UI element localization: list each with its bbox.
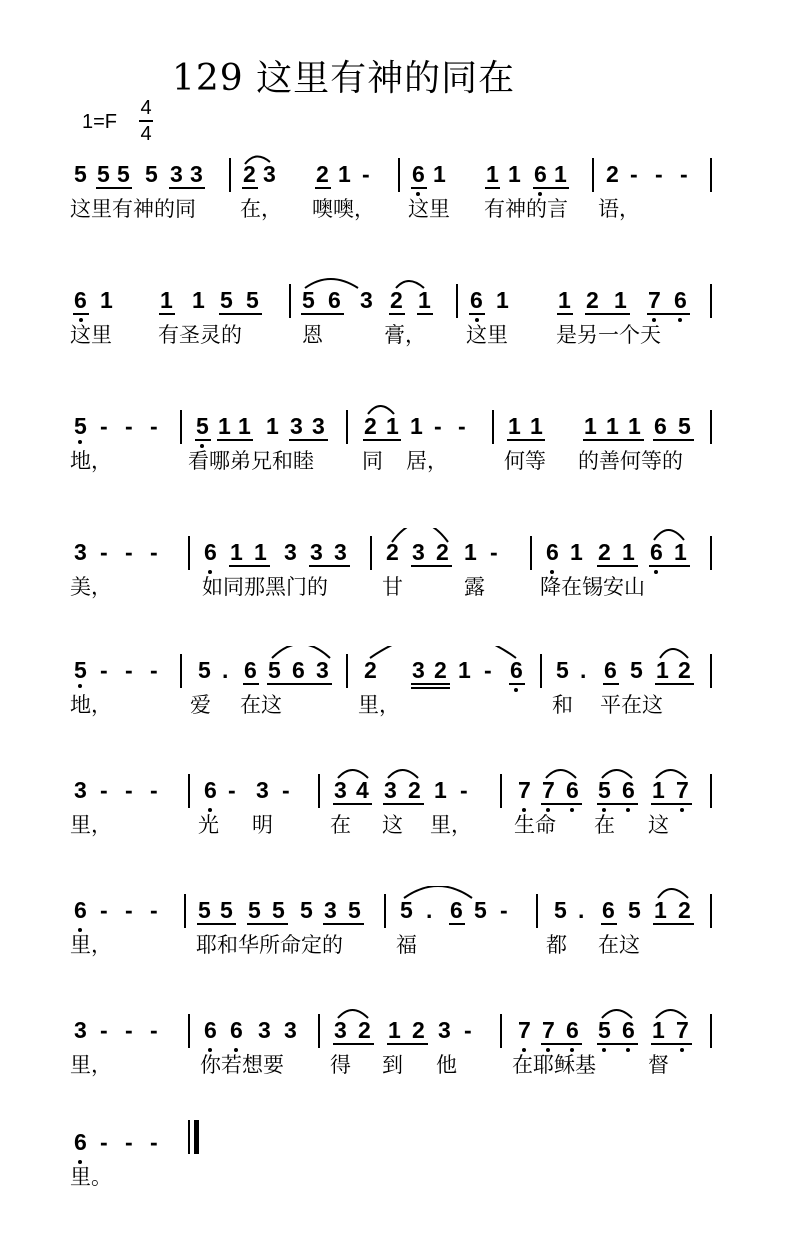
svg-text:1: 1 (410, 413, 423, 439)
svg-text:3: 3 (170, 161, 183, 187)
notation-line (0, 528, 792, 628)
svg-text:.: . (222, 657, 229, 683)
lyric: 生命 (514, 813, 556, 837)
svg-text:1: 1 (434, 777, 447, 803)
svg-text:6: 6 (622, 1017, 635, 1043)
svg-text:-: - (100, 1129, 108, 1155)
svg-text:6: 6 (604, 657, 617, 683)
svg-text:1: 1 (508, 413, 521, 439)
svg-text:-: - (100, 539, 108, 565)
svg-text:2: 2 (412, 1017, 425, 1043)
svg-text:1: 1 (338, 161, 351, 187)
svg-text:-: - (680, 161, 688, 187)
lyric: 何等 (504, 449, 546, 473)
notation-line (0, 1006, 792, 1106)
svg-text:-: - (655, 161, 663, 187)
svg-text:-: - (150, 897, 158, 923)
lyric: 在这 (240, 693, 282, 717)
final-barline (188, 1120, 190, 1154)
svg-text:-: - (150, 539, 158, 565)
svg-text:2: 2 (434, 657, 447, 683)
svg-text:1: 1 (254, 539, 267, 565)
svg-text:3: 3 (316, 657, 329, 683)
lyric: 看哪弟兄和睦 (188, 449, 314, 473)
svg-text:2: 2 (678, 897, 691, 923)
lyric: 在耶稣基 (512, 1053, 596, 1077)
svg-text:5: 5 (348, 897, 361, 923)
lyric: 督 (648, 1053, 669, 1077)
svg-text:1: 1 (496, 287, 509, 313)
svg-text:7: 7 (542, 1017, 555, 1043)
notation-line (0, 646, 792, 746)
svg-text:6: 6 (74, 897, 87, 923)
svg-text:5: 5 (556, 657, 569, 683)
time-signature-top: 4 (140, 97, 152, 119)
svg-text:-: - (100, 777, 108, 803)
lyric: 里。 (70, 1165, 112, 1189)
svg-text:5: 5 (198, 897, 211, 923)
svg-text:6: 6 (204, 777, 217, 803)
svg-text:2: 2 (386, 539, 399, 565)
svg-text:6: 6 (622, 777, 635, 803)
lyric: 和 (552, 693, 573, 717)
notation-line (0, 886, 792, 986)
svg-text:-: - (500, 897, 508, 923)
svg-text:-: - (282, 777, 290, 803)
svg-text:5: 5 (628, 897, 641, 923)
svg-text:-: - (434, 413, 442, 439)
svg-text:5: 5 (678, 413, 691, 439)
svg-text:5: 5 (598, 1017, 611, 1043)
svg-text:-: - (100, 657, 108, 683)
lyric: 噢噢， (312, 197, 375, 221)
notation-line (0, 1118, 792, 1218)
lyric: 里， (70, 1053, 112, 1077)
lyric: 在这 (598, 933, 640, 957)
svg-text:7: 7 (676, 1017, 689, 1043)
lyric: 里， (70, 933, 112, 957)
svg-text:3: 3 (324, 897, 337, 923)
svg-text:-: - (630, 161, 638, 187)
svg-text:6: 6 (204, 1017, 217, 1043)
svg-text:.: . (426, 897, 433, 923)
svg-text:3: 3 (312, 413, 325, 439)
svg-text:5: 5 (474, 897, 487, 923)
svg-text:3: 3 (284, 539, 297, 565)
svg-text:7: 7 (648, 287, 661, 313)
lyric: 这 (648, 813, 669, 837)
svg-text:2: 2 (316, 161, 329, 187)
svg-text:1: 1 (192, 287, 205, 313)
svg-text:1: 1 (628, 413, 641, 439)
svg-text:1: 1 (388, 1017, 401, 1043)
svg-text:3: 3 (438, 1017, 451, 1043)
svg-text:-: - (150, 413, 158, 439)
svg-text:1: 1 (418, 287, 431, 313)
time-signature-bottom: 4 (140, 122, 152, 145)
lyric: 福 (396, 933, 417, 957)
lyric: 有圣灵的 (158, 323, 242, 347)
svg-text:5: 5 (74, 657, 87, 683)
lyric: 里， (358, 693, 400, 717)
svg-text:5: 5 (268, 657, 281, 683)
lyric: 你若想要 (200, 1053, 284, 1077)
notes-line-9 (0, 1118, 792, 1168)
svg-text:3: 3 (334, 539, 347, 565)
svg-text:3: 3 (74, 1017, 87, 1043)
svg-text:6: 6 (654, 413, 667, 439)
svg-text:-: - (125, 777, 133, 803)
svg-text:4: 4 (356, 777, 369, 803)
lyric: 如同那黑门的 (202, 575, 328, 599)
lyric: 得 (330, 1053, 351, 1077)
svg-text:5: 5 (630, 657, 643, 683)
svg-text:1: 1 (238, 413, 251, 439)
svg-text:7: 7 (518, 777, 531, 803)
svg-text:6: 6 (328, 287, 341, 313)
lyric: 地， (70, 693, 112, 717)
svg-text:6: 6 (546, 539, 559, 565)
lyric: 露 (464, 575, 485, 599)
lyric: 里， (70, 813, 112, 837)
svg-text:7: 7 (542, 777, 555, 803)
svg-text:6: 6 (650, 539, 663, 565)
lyric: 在 (594, 813, 615, 837)
svg-text:2: 2 (408, 777, 421, 803)
svg-text:5: 5 (248, 897, 261, 923)
svg-text:1: 1 (530, 413, 543, 439)
svg-text:2: 2 (606, 161, 619, 187)
lyric: 爱 (190, 693, 211, 717)
lyric: 甘 (382, 575, 403, 599)
svg-text:3: 3 (384, 777, 397, 803)
lyric: 同 (362, 449, 383, 473)
lyric: 膏， (384, 323, 426, 347)
svg-text:-: - (150, 1017, 158, 1043)
svg-text:-: - (100, 897, 108, 923)
svg-text:1: 1 (652, 777, 665, 803)
lyric: 居， (406, 449, 448, 473)
svg-text:-: - (125, 539, 133, 565)
svg-text:2: 2 (436, 539, 449, 565)
svg-text:-: - (125, 413, 133, 439)
svg-text:-: - (100, 1017, 108, 1043)
svg-text:-: - (125, 1129, 133, 1155)
lyric: 恩 (302, 323, 323, 347)
lyric: 都 (546, 933, 567, 957)
svg-text:1: 1 (100, 287, 113, 313)
svg-text:1: 1 (160, 287, 173, 313)
svg-text:3: 3 (74, 777, 87, 803)
lyric: 平在这 (600, 693, 663, 717)
svg-text:2: 2 (390, 287, 403, 313)
key-signature: 1=F (82, 111, 118, 133)
note-group (74, 161, 205, 188)
svg-text:6: 6 (204, 539, 217, 565)
svg-text:1: 1 (558, 287, 571, 313)
lyric: 这里 (408, 197, 450, 221)
svg-text:2: 2 (586, 287, 599, 313)
svg-text:-: - (362, 161, 370, 187)
svg-text:6: 6 (566, 777, 579, 803)
svg-text:5: 5 (300, 897, 313, 923)
svg-text:1: 1 (230, 539, 243, 565)
svg-text:1: 1 (654, 897, 667, 923)
svg-text:-: - (490, 539, 498, 565)
svg-text:3: 3 (412, 539, 425, 565)
svg-text:-: - (460, 777, 468, 803)
svg-text:1: 1 (554, 161, 567, 187)
svg-text:5: 5 (117, 161, 130, 187)
svg-text:2: 2 (358, 1017, 371, 1043)
svg-text:.: . (580, 657, 587, 683)
lyric: 有神的言 (484, 197, 568, 221)
svg-text:1: 1 (622, 539, 635, 565)
lyric: 的善何等的 (578, 449, 683, 473)
notation-line (0, 402, 792, 502)
svg-text:1: 1 (508, 161, 521, 187)
lyric: 地， (70, 449, 112, 473)
svg-text:1: 1 (656, 657, 669, 683)
svg-text:3: 3 (256, 777, 269, 803)
svg-text:6: 6 (566, 1017, 579, 1043)
lyric: 光 (198, 813, 219, 837)
svg-text:6: 6 (470, 287, 483, 313)
notation-line (0, 276, 792, 376)
svg-text:7: 7 (518, 1017, 531, 1043)
svg-text:3: 3 (412, 657, 425, 683)
svg-text:3: 3 (284, 1017, 297, 1043)
svg-text:3: 3 (74, 539, 87, 565)
lyric: 语， (598, 197, 640, 221)
final-barline-thick (194, 1120, 199, 1154)
lyric: 美， (70, 575, 112, 599)
svg-text:5: 5 (272, 897, 285, 923)
svg-text:6: 6 (450, 897, 463, 923)
svg-text:2: 2 (364, 657, 377, 683)
svg-text:1: 1 (486, 161, 499, 187)
svg-text:6: 6 (510, 657, 523, 683)
svg-text:5: 5 (246, 287, 259, 313)
svg-text:2: 2 (364, 413, 377, 439)
svg-text:1: 1 (433, 161, 446, 187)
svg-text:6: 6 (534, 161, 547, 187)
svg-text:6: 6 (412, 161, 425, 187)
svg-text:1: 1 (458, 657, 471, 683)
svg-text:6: 6 (674, 287, 687, 313)
svg-text:-: - (150, 1129, 158, 1155)
svg-text:1: 1 (386, 413, 399, 439)
notation-line (0, 766, 792, 866)
lyric: 他 (436, 1053, 457, 1077)
svg-text:3: 3 (263, 161, 276, 187)
svg-text:5: 5 (196, 413, 209, 439)
svg-text:3: 3 (310, 539, 323, 565)
svg-text:5: 5 (145, 161, 158, 187)
svg-text:5: 5 (598, 777, 611, 803)
lyric: 降在锡安山 (540, 575, 645, 599)
lyric: 到 (382, 1053, 403, 1077)
svg-text:2: 2 (678, 657, 691, 683)
svg-text:1: 1 (652, 1017, 665, 1043)
lyric: 在， (240, 197, 282, 221)
svg-text:3: 3 (360, 287, 373, 313)
lyric: 这里 (70, 323, 112, 347)
svg-text:5: 5 (74, 161, 87, 187)
svg-text:6: 6 (244, 657, 257, 683)
svg-text:6: 6 (292, 657, 305, 683)
svg-text:5: 5 (554, 897, 567, 923)
svg-text:3: 3 (190, 161, 203, 187)
svg-text:1: 1 (584, 413, 597, 439)
svg-text:-: - (464, 1017, 472, 1043)
svg-text:3: 3 (334, 777, 347, 803)
svg-text:1: 1 (464, 539, 477, 565)
lyric: 耶和华所命定的 (196, 933, 343, 957)
svg-text:-: - (228, 777, 236, 803)
svg-text:5: 5 (74, 413, 87, 439)
svg-text:6: 6 (74, 1129, 87, 1155)
svg-text:6: 6 (230, 1017, 243, 1043)
svg-text:1: 1 (614, 287, 627, 313)
notation-line (0, 150, 792, 250)
svg-text:6: 6 (74, 287, 87, 313)
svg-text:7: 7 (676, 777, 689, 803)
svg-text:5: 5 (97, 161, 110, 187)
svg-text:3: 3 (290, 413, 303, 439)
svg-text:1: 1 (266, 413, 279, 439)
svg-text:1: 1 (674, 539, 687, 565)
svg-text:1: 1 (218, 413, 231, 439)
svg-text:-: - (484, 657, 492, 683)
svg-text:-: - (150, 777, 158, 803)
svg-text:2: 2 (598, 539, 611, 565)
svg-text:-: - (125, 657, 133, 683)
svg-text:-: - (125, 1017, 133, 1043)
lyric: 在 (330, 813, 351, 837)
svg-text:-: - (100, 413, 108, 439)
lyric: 这里 (466, 323, 508, 347)
lyric: 这里有神的同 (70, 197, 196, 221)
svg-text:3: 3 (258, 1017, 271, 1043)
time-signature (137, 98, 155, 144)
svg-text:5: 5 (302, 287, 315, 313)
song-title: 129 这里有神的同在 (172, 58, 516, 99)
svg-text:3: 3 (334, 1017, 347, 1043)
svg-text:.: . (578, 897, 585, 923)
svg-text:5: 5 (198, 657, 211, 683)
svg-text:1: 1 (606, 413, 619, 439)
svg-text:-: - (458, 413, 466, 439)
lyric: 这 (382, 813, 403, 837)
lyric: 里， (430, 813, 472, 837)
svg-text:5: 5 (220, 287, 233, 313)
svg-text:-: - (125, 897, 133, 923)
svg-text:5: 5 (220, 897, 233, 923)
lyric: 明 (252, 813, 273, 837)
svg-text:1: 1 (570, 539, 583, 565)
svg-text:6: 6 (602, 897, 615, 923)
svg-text:2: 2 (243, 161, 256, 187)
lyric: 是另一个天 (556, 323, 661, 347)
svg-text:5: 5 (400, 897, 413, 923)
svg-text:-: - (150, 657, 158, 683)
